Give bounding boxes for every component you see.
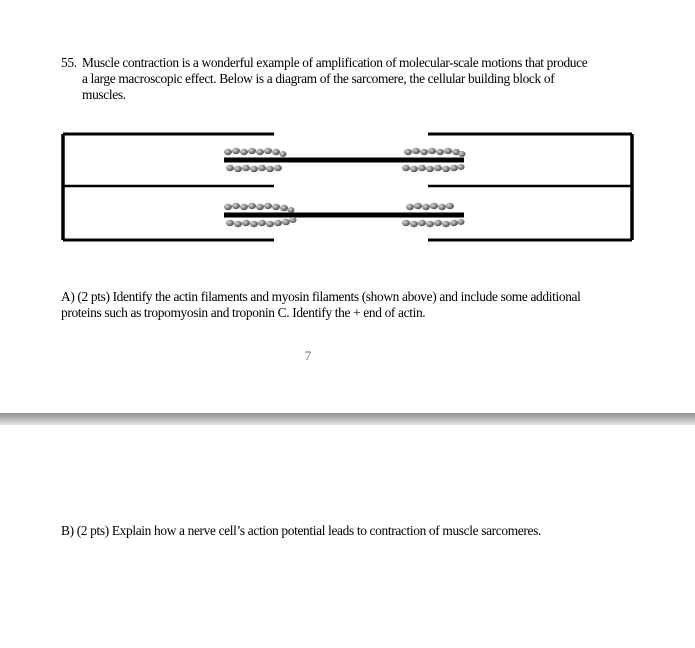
- question-intro: [61, 55, 646, 103]
- page-separator: [0, 413, 695, 425]
- question-number: 55.: [61, 55, 77, 70]
- question-intro-line-3: muscles.: [82, 87, 126, 102]
- part-a-line-1: A) (2 pts) Identify the actin filaments and myosin filaments (shown above) and include some additional: [61, 289, 581, 304]
- question-intro-line-1: Muscle contraction is a wonderful example of amplification of molecular-scale motions that produce: [82, 55, 588, 70]
- page-2: [0, 425, 695, 648]
- part-a-question: [61, 289, 661, 321]
- page-number: 7: [304, 348, 312, 363]
- sarcomere-diagram: [58, 128, 638, 246]
- part-b-question: B) (2 pts) Explain how a nerve cell’s action potential leads to contraction of muscle sarcomeres.: [61, 523, 541, 538]
- myosin-filament-upper: [224, 148, 466, 172]
- question-intro-line-2: a large macroscopic effect. Below is a diagram of the sarcomere, the cellular building block of: [82, 71, 555, 86]
- myosin-filament-lower: [224, 203, 465, 227]
- part-a-line-2: proteins such as tropomyosin and troponin C. Identify the + end of actin.: [61, 305, 426, 320]
